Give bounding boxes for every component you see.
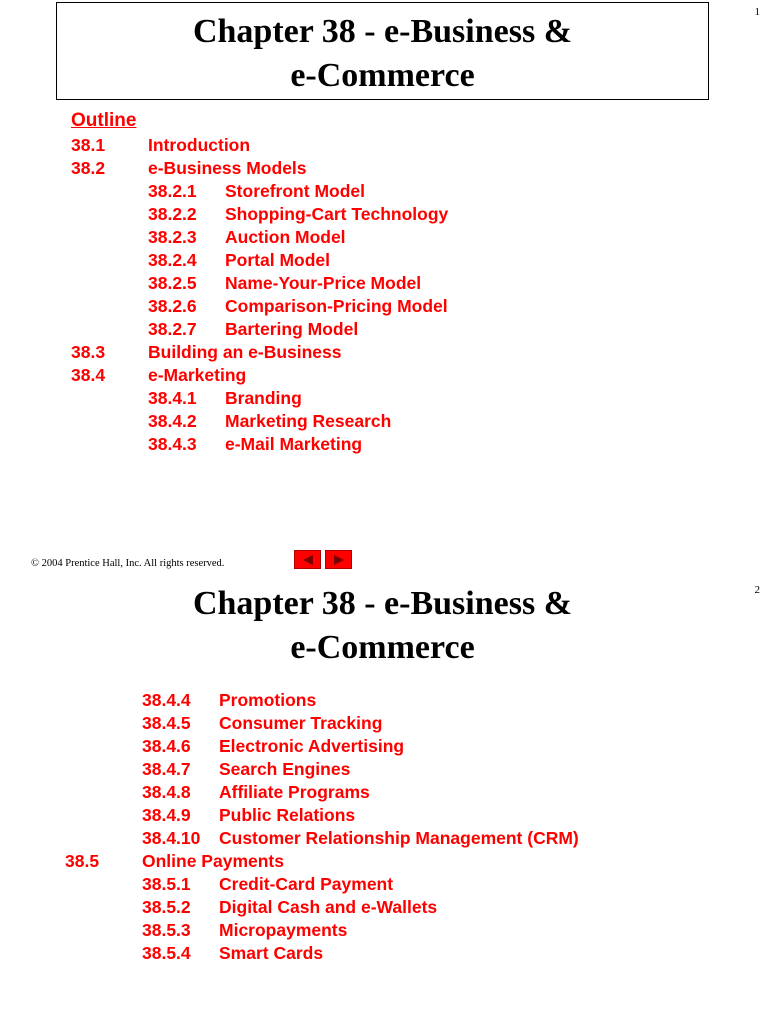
section-number: 38.3 (71, 342, 106, 362)
section-label: e-Marketing (148, 365, 247, 385)
section-label: Building an e-Business (148, 342, 342, 362)
section-label: Consumer Tracking (219, 713, 383, 733)
section-number: 38.2 (71, 158, 106, 178)
title-line-2: e-Commerce (290, 629, 475, 666)
section-label: Micropayments (219, 920, 348, 940)
section-number: 38.4.6 (142, 736, 191, 756)
triangle-left-icon (302, 555, 314, 565)
section-label: e-Mail Marketing (225, 434, 363, 454)
section-label: Portal Model (225, 250, 331, 270)
section-label: Public Relations (219, 805, 356, 825)
previous-slide-button[interactable] (294, 550, 321, 569)
section-number: 38.4.3 (148, 434, 197, 454)
section-number: 38.5.2 (142, 897, 191, 917)
section-number: 38.2.2 (148, 204, 197, 224)
section-label: Name-Your-Price Model (225, 273, 422, 293)
title-box (56, 2, 709, 100)
section-number: 38.5 (65, 851, 100, 871)
outline-heading: Outline (71, 110, 137, 131)
section-number: 38.4.2 (148, 411, 197, 431)
section-number: 38.5.3 (142, 920, 191, 940)
section-label: Bartering Model (225, 319, 359, 339)
section-number: 38.1 (71, 135, 106, 155)
slide-2 (0, 582, 768, 1024)
section-label: Introduction (148, 135, 251, 155)
page-number: 1 (754, 6, 760, 18)
section-number: 38.2.4 (148, 250, 197, 270)
section-number: 38.4.8 (142, 782, 191, 802)
section-label: e-Business Models (148, 158, 307, 178)
copyright-footer: © 2004 Prentice Hall, Inc. All rights reserved. (31, 558, 225, 569)
section-label: Customer Relationship Management (CRM) (219, 828, 579, 848)
section-number: 38.2.5 (148, 273, 197, 293)
section-number: 38.2.1 (148, 181, 197, 201)
title-line-2: e-Commerce (290, 57, 475, 94)
section-label: Online Payments (142, 851, 284, 871)
section-number: 38.4.7 (142, 759, 191, 779)
section-number: 38.2.3 (148, 227, 197, 247)
section-label: Credit-Card Payment (219, 874, 394, 894)
section-label: Branding (225, 388, 302, 408)
section-number: 38.4 (71, 365, 106, 385)
section-number: 38.5.1 (142, 874, 191, 894)
title-line-1: Chapter 38 - e-Business & (192, 13, 573, 50)
section-label: Storefront Model (225, 181, 365, 201)
section-number: 38.4.4 (142, 690, 191, 710)
section-number: 38.5.4 (142, 943, 191, 963)
section-label: Search Engines (219, 759, 351, 779)
section-label: Affiliate Programs (219, 782, 370, 802)
section-number: 38.4.1 (148, 388, 197, 408)
section-label: Digital Cash and e-Wallets (219, 897, 438, 917)
slide-title (56, 582, 709, 670)
page-number: 2 (754, 584, 760, 596)
slide-title (57, 10, 708, 98)
section-label: Electronic Advertising (219, 736, 405, 756)
section-number: 38.4.9 (142, 805, 191, 825)
section-label: Marketing Research (225, 411, 392, 431)
section-label: Comparison-Pricing Model (225, 296, 448, 316)
section-number: 38.4.5 (142, 713, 191, 733)
section-label: Shopping-Cart Technology (225, 204, 449, 224)
title-line-1: Chapter 38 - e-Business & (192, 585, 573, 622)
section-number: 38.4.10 (142, 828, 201, 848)
triangle-right-icon (333, 555, 345, 565)
section-number: 38.2.6 (148, 296, 197, 316)
section-label: Promotions (219, 690, 317, 710)
next-slide-button[interactable] (325, 550, 352, 569)
section-label: Smart Cards (219, 943, 324, 963)
section-label: Auction Model (225, 227, 346, 247)
section-number: 38.2.7 (148, 319, 197, 339)
